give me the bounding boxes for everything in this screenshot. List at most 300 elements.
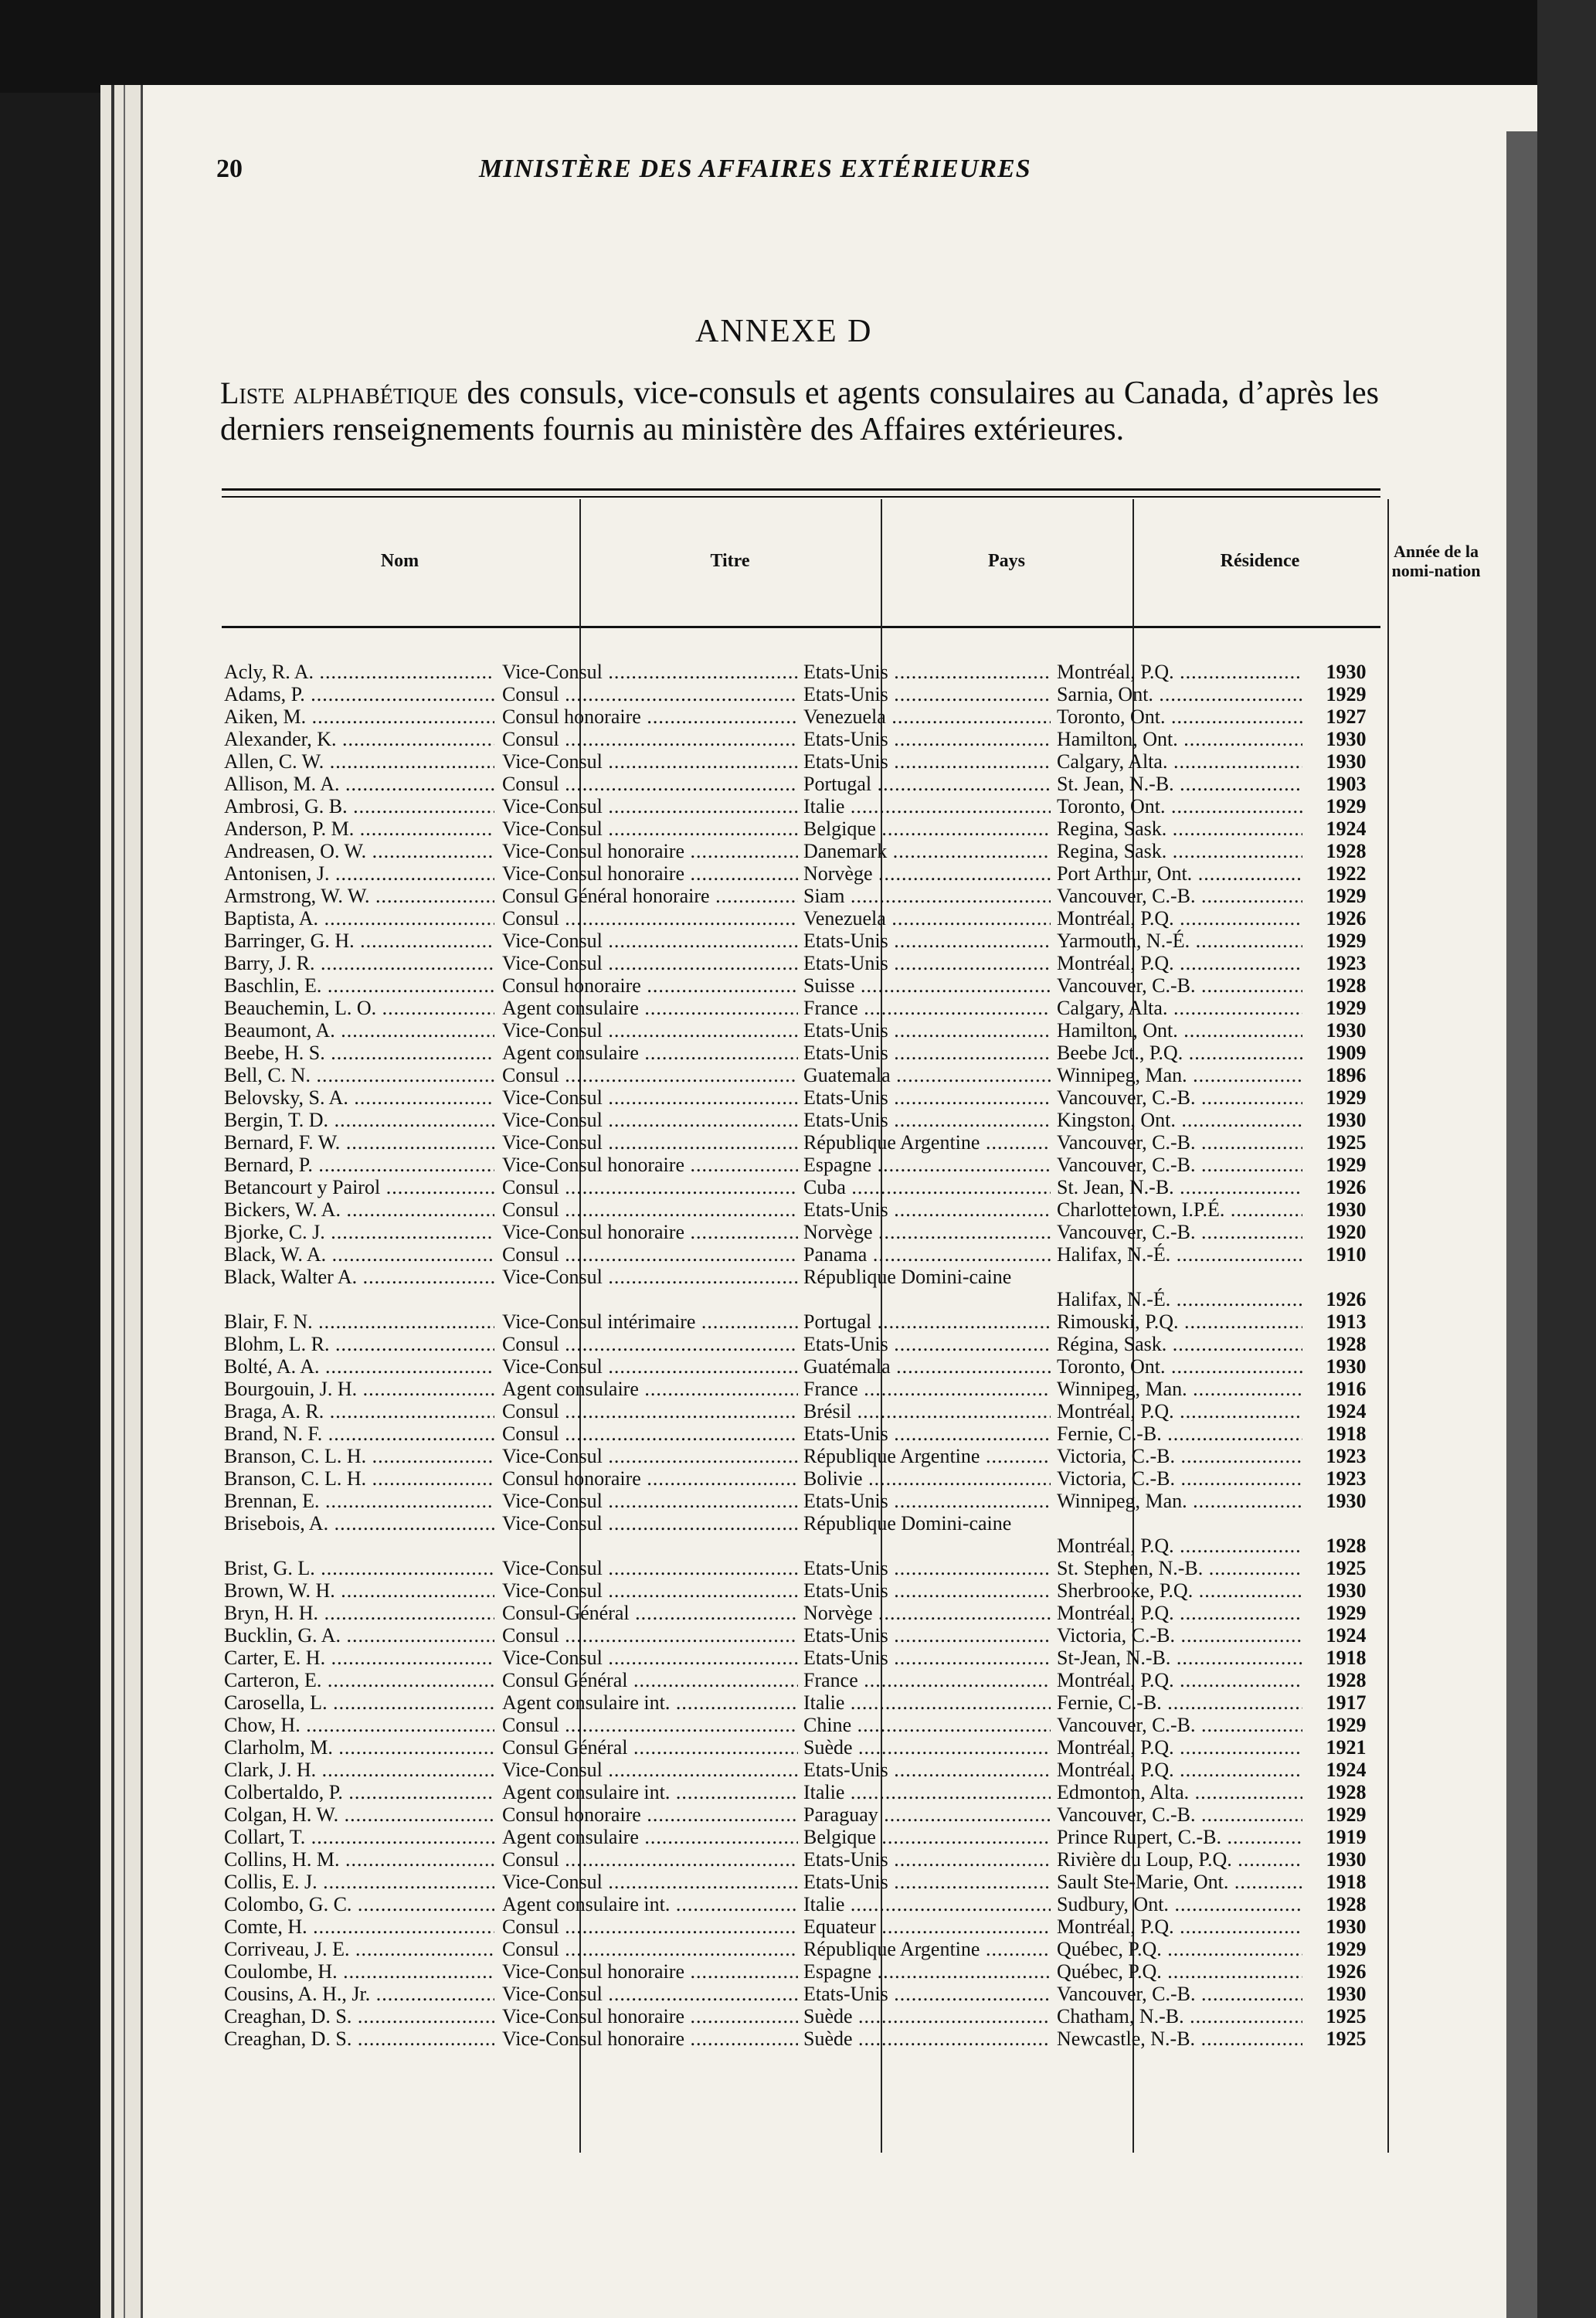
name-cell: Clark, J. H. ..... <box>224 1759 494 1782</box>
title-cell: Consul-Général ..... <box>502 1602 798 1625</box>
name-cell: Chow, H. ..... <box>224 1714 494 1737</box>
title-cell: Consul Général honoraire ..... <box>502 885 798 908</box>
year-cell: 1926 <box>1326 1176 1367 1198</box>
title-cell: Vice-Consul ..... <box>502 1019 798 1042</box>
name-cell: Blohm, L. R. ..... <box>224 1333 494 1356</box>
residence-cell: Port Arthur, Ont. ..... <box>1057 862 1302 885</box>
country-cell: Etats-Unis ..... <box>803 1042 1051 1065</box>
residence-cell: Régina, Sask. ..... <box>1057 1333 1302 1356</box>
name-cell: Bryn, H. H. ..... <box>224 1602 494 1625</box>
intro-paragraph <box>220 375 1379 448</box>
name-cell: Aiken, M. ..... <box>224 705 494 729</box>
name-cell: Cousins, A. H., Jr. ..... <box>224 1983 494 2006</box>
name-cell: Collis, E. J. ..... <box>224 1871 494 1894</box>
residence-cell: Montréal, P.Q. ..... <box>1057 1602 1302 1625</box>
year-cell: 1913 <box>1326 1310 1367 1333</box>
residence-cell: Montréal, P.Q. ..... <box>1057 1915 1302 1939</box>
country-cell: Etats-Unis ..... <box>803 1983 1051 2006</box>
residence-cell: Victoria, C.-B. ..... <box>1057 1624 1302 1647</box>
title-cell: Agent consulaire int. ..... <box>502 1893 798 1916</box>
name-cell: Anderson, P. M. ..... <box>224 817 494 841</box>
residence-cell: Montréal, P.Q. ..... <box>1057 1400 1302 1423</box>
country-cell: Italie ..... <box>803 795 1051 818</box>
name-cell: Armstrong, W. W. ..... <box>224 885 494 908</box>
name-cell: Colombo, G. C. ..... <box>224 1893 494 1916</box>
title-cell: Vice-Consul ..... <box>502 1647 798 1670</box>
country-cell: Danemark ..... <box>803 840 1051 863</box>
name-cell: Carosella, L. ..... <box>224 1691 494 1715</box>
country-cell: Suède ..... <box>803 2005 1051 2028</box>
title-cell: Consul ..... <box>502 1064 798 1087</box>
header-titre: Titre <box>710 550 750 571</box>
title-cell: Vice-Consul honoraire ..... <box>502 1154 798 1177</box>
country-cell: Equateur ..... <box>803 1915 1051 1939</box>
title-cell: Vice-Consul honoraire ..... <box>502 840 798 863</box>
residence-cell: Winnipeg, Man. ..... <box>1057 1490 1302 1513</box>
residence-cell: Newcastle, N.-B. ..... <box>1057 2027 1302 2051</box>
residence-cell: Sarnia, Ont. ..... <box>1057 683 1302 706</box>
year-cell: 1918 <box>1326 1871 1367 1893</box>
country-cell: Etats-Unis ..... <box>803 1557 1051 1580</box>
name-cell: Brand, N. F. ..... <box>224 1422 494 1446</box>
year-cell: 1923 <box>1326 1445 1367 1467</box>
residence-cell: Victoria, C.-B. ..... <box>1057 1467 1302 1490</box>
residence-cell: Regina, Sask. ..... <box>1057 817 1302 841</box>
name-cell: Bickers, W. A. ..... <box>224 1198 494 1222</box>
country-cell: France ..... <box>803 1669 1051 1692</box>
title-cell: Vice-Consul ..... <box>502 952 798 975</box>
title-cell: Agent consulaire int. ..... <box>502 1781 798 1804</box>
year-cell: 1930 <box>1326 750 1367 773</box>
title-cell: Consul ..... <box>502 1848 798 1871</box>
year-cell: 1919 <box>1326 1826 1367 1848</box>
country-cell: Portugal ..... <box>803 773 1051 796</box>
residence-cell: Charlottetown, I.P.É. ..... <box>1057 1198 1302 1222</box>
year-cell: 1910 <box>1326 1243 1367 1266</box>
title-cell: Consul ..... <box>502 1198 798 1222</box>
country-cell: Etats-Unis ..... <box>803 1109 1051 1132</box>
name-cell: Carter, E. H. ..... <box>224 1647 494 1670</box>
name-cell: Brennan, E. ..... <box>224 1490 494 1513</box>
year-cell: 1930 <box>1326 1983 1367 2005</box>
name-cell: Collart, T. ..... <box>224 1826 494 1849</box>
country-cell: Espagne ..... <box>803 1960 1051 1983</box>
country-cell: Belgique ..... <box>803 817 1051 841</box>
country-cell: Etats-Unis ..... <box>803 930 1051 953</box>
country-cell: Guatemala ..... <box>803 1064 1051 1087</box>
year-cell: 1930 <box>1326 728 1367 750</box>
title-cell: Vice-Consul ..... <box>502 661 798 684</box>
residence-cell: Fernie, C.-B. ..... <box>1057 1422 1302 1446</box>
residence-cell: Québec, P.Q. ..... <box>1057 1960 1302 1983</box>
name-cell: Colgan, H. W. ..... <box>224 1803 494 1827</box>
name-cell: Baschlin, E. ..... <box>224 974 494 998</box>
country-cell: Etats-Unis ..... <box>803 1422 1051 1446</box>
header-residence: Résidence <box>1220 550 1300 571</box>
year-cell: 1930 <box>1326 661 1367 683</box>
year-cell: 1917 <box>1326 1691 1367 1714</box>
country-cell: Etats-Unis ..... <box>803 1019 1051 1042</box>
country-cell: Italie ..... <box>803 1691 1051 1715</box>
residence-cell: Toronto, Ont. ..... <box>1057 1355 1302 1378</box>
year-cell: 1926 <box>1326 1288 1367 1310</box>
residence-cell: Kingston, Ont. ..... <box>1057 1109 1302 1132</box>
residence-cell: Vancouver, C.-B. ..... <box>1057 1131 1302 1154</box>
title-cell: Vice-Consul ..... <box>502 750 798 773</box>
name-cell: Beauchemin, L. O. ..... <box>224 997 494 1020</box>
residence-cell: Prince Rupert, C.-B. ..... <box>1057 1826 1302 1849</box>
year-cell: 1930 <box>1326 1915 1367 1938</box>
country-cell: Paraguay ..... <box>803 1803 1051 1827</box>
name-cell: Bjorke, C. J. ..... <box>224 1221 494 1244</box>
scan-border-right <box>1537 0 1596 2318</box>
year-cell: 1925 <box>1326 2005 1367 2027</box>
title-cell: Consul ..... <box>502 1176 798 1199</box>
title-cell: Consul ..... <box>502 1624 798 1647</box>
intro-lead: Liste alphabétique <box>220 376 458 410</box>
country-cell: Etats-Unis ..... <box>803 1848 1051 1871</box>
name-cell: Barry, J. R. ..... <box>224 952 494 975</box>
residence-cell: Beebe Jct., P.Q. ..... <box>1057 1042 1302 1065</box>
residence-cell: Toronto, Ont. ..... <box>1057 795 1302 818</box>
year-cell: 1928 <box>1326 1535 1367 1557</box>
country-cell: Etats-Unis ..... <box>803 750 1051 773</box>
year-cell: 1922 <box>1326 862 1367 885</box>
year-cell: 1930 <box>1326 1109 1367 1131</box>
name-cell: Bernard, F. W. ..... <box>224 1131 494 1154</box>
year-cell: 1929 <box>1326 885 1367 907</box>
year-cell: 1920 <box>1326 1221 1367 1243</box>
residence-cell: Winnipeg, Man. ..... <box>1057 1378 1302 1401</box>
residence-cell: Calgary, Alta. ..... <box>1057 750 1302 773</box>
name-cell: Black, W. A. ..... <box>224 1243 494 1266</box>
title-cell: Agent consulaire ..... <box>502 997 798 1020</box>
year-cell: 1929 <box>1326 795 1367 817</box>
year-cell: 1929 <box>1326 997 1367 1019</box>
residence-cell: Sault Ste-Marie, Ont. ..... <box>1057 1871 1302 1894</box>
year-cell: 1928 <box>1326 1781 1367 1803</box>
year-cell: 1930 <box>1326 1848 1367 1871</box>
title-cell: Vice-Consul honoraire ..... <box>502 1221 798 1244</box>
country-cell: Etats-Unis ..... <box>803 952 1051 975</box>
title-cell: Consul ..... <box>502 907 798 930</box>
name-cell: Alexander, K. ..... <box>224 728 494 751</box>
country-cell: Etats-Unis ..... <box>803 1198 1051 1222</box>
title-cell: Consul ..... <box>502 1938 798 1961</box>
residence-cell: Vancouver, C.-B. ..... <box>1057 1221 1302 1244</box>
residence-cell: Montréal, P.Q. ..... <box>1057 1535 1302 1558</box>
header-nom: Nom <box>380 550 419 571</box>
header-annee: Année de la nomi-nation <box>1391 542 1481 580</box>
year-cell: 1927 <box>1326 705 1367 728</box>
table-header-rule <box>222 626 1380 628</box>
title-cell: Agent consulaire ..... <box>502 1826 798 1849</box>
year-cell: 1926 <box>1326 907 1367 930</box>
country-cell: Portugal ..... <box>803 1310 1051 1334</box>
residence-cell: Vancouver, C.-B. ..... <box>1057 1803 1302 1827</box>
year-cell: 1918 <box>1326 1422 1367 1445</box>
year-cell: 1929 <box>1326 1938 1367 1960</box>
name-cell: Corriveau, J. E. ..... <box>224 1938 494 1961</box>
year-cell: 1896 <box>1326 1064 1367 1086</box>
year-cell: 1925 <box>1326 2027 1367 2050</box>
title-cell: Consul honoraire ..... <box>502 974 798 998</box>
title-cell: Vice-Consul ..... <box>502 1512 798 1535</box>
country-cell: Brésil ..... <box>803 1400 1051 1423</box>
title-cell: Vice-Consul ..... <box>502 1131 798 1154</box>
title-cell: Vice-Consul ..... <box>502 1086 798 1110</box>
page-binding <box>100 85 143 2318</box>
residence-cell: St. Jean, N.-B. ..... <box>1057 773 1302 796</box>
year-cell: 1909 <box>1326 1042 1367 1064</box>
country-cell: Suède ..... <box>803 1736 1051 1759</box>
country-cell: Suède ..... <box>803 2027 1051 2051</box>
residence-cell: Vancouver, C.-B. ..... <box>1057 974 1302 998</box>
country-cell: Norvège ..... <box>803 1221 1051 1244</box>
residence-cell: Chatham, N.-B. ..... <box>1057 2005 1302 2028</box>
name-cell: Creaghan, D. S. ..... <box>224 2027 494 2051</box>
country-cell: Etats-Unis ..... <box>803 1579 1051 1603</box>
title-cell: Vice-Consul honoraire ..... <box>502 2005 798 2028</box>
country-cell: République Argentine ..... <box>803 1445 1051 1468</box>
country-cell: Etats-Unis ..... <box>803 661 1051 684</box>
country-cell: Cuba ..... <box>803 1176 1051 1199</box>
residence-cell: Winnipeg, Man. ..... <box>1057 1064 1302 1087</box>
name-cell: Coulombe, H. ..... <box>224 1960 494 1983</box>
title-cell: Consul ..... <box>502 1714 798 1737</box>
table-top-rule <box>222 488 1380 491</box>
name-cell: Bolté, A. A. ..... <box>224 1355 494 1378</box>
title-cell: Vice-Consul ..... <box>502 1579 798 1603</box>
country-cell: République Argentine ..... <box>803 1938 1051 1961</box>
name-cell: Bernard, P. ..... <box>224 1154 494 1177</box>
residence-cell: St. Stephen, N.-B. ..... <box>1057 1557 1302 1580</box>
country-cell: Guatémala ..... <box>803 1355 1051 1378</box>
title-cell: Consul honoraire ..... <box>502 705 798 729</box>
name-cell: Acly, R. A. ..... <box>224 661 494 684</box>
residence-cell: Edmonton, Alta. ..... <box>1057 1781 1302 1804</box>
country-cell: Espagne ..... <box>803 1154 1051 1177</box>
name-cell: Black, Walter A. ..... <box>224 1266 494 1289</box>
name-cell: Comte, H. ..... <box>224 1915 494 1939</box>
residence-cell: Fernie, C.-B. ..... <box>1057 1691 1302 1715</box>
residence-cell: Montréal, P.Q. ..... <box>1057 952 1302 975</box>
name-cell: Bourgouin, J. H. ..... <box>224 1378 494 1401</box>
residence-cell: Toronto, Ont. ..... <box>1057 705 1302 729</box>
page-right-edge <box>1506 131 1537 2318</box>
name-cell: Belovsky, S. A. ..... <box>224 1086 494 1110</box>
residence-cell: Regina, Sask. ..... <box>1057 840 1302 863</box>
year-cell: 1928 <box>1326 974 1367 997</box>
year-cell: 1930 <box>1326 1019 1367 1042</box>
country-cell: Italie ..... <box>803 1781 1051 1804</box>
title-cell: Vice-Consul ..... <box>502 1557 798 1580</box>
year-cell: 1918 <box>1326 1647 1367 1669</box>
residence-cell: Calgary, Alta. ..... <box>1057 997 1302 1020</box>
year-cell: 1929 <box>1326 1803 1367 1826</box>
name-cell: Beaumont, A. ..... <box>224 1019 494 1042</box>
residence-cell: Sudbury, Ont. ..... <box>1057 1893 1302 1916</box>
name-cell: Allen, C. W. ..... <box>224 750 494 773</box>
column-divider <box>1387 499 1389 2153</box>
year-cell: 1926 <box>1326 1960 1367 1983</box>
name-cell: Barringer, G. H. ..... <box>224 930 494 953</box>
title-cell: Consul ..... <box>502 1915 798 1939</box>
name-cell: Ambrosi, G. B. ..... <box>224 795 494 818</box>
country-cell: République Argentine ..... <box>803 1131 1051 1154</box>
name-cell: Adams, P. ..... <box>224 683 494 706</box>
country-cell: Etats-Unis ..... <box>803 1624 1051 1647</box>
title-cell: Vice-Consul ..... <box>502 1871 798 1894</box>
table-top-rule-thin <box>222 496 1380 498</box>
name-cell: Creaghan, D. S. ..... <box>224 2005 494 2028</box>
year-cell: 1924 <box>1326 1400 1367 1422</box>
title-cell: Vice-Consul intérimaire ..... <box>502 1310 798 1334</box>
residence-cell: Rimouski, P.Q. ..... <box>1057 1310 1302 1334</box>
country-cell: Suisse ..... <box>803 974 1051 998</box>
country-cell: Panama ..... <box>803 1243 1051 1266</box>
name-cell: Collins, H. M. ..... <box>224 1848 494 1871</box>
year-cell: 1921 <box>1326 1736 1367 1759</box>
year-cell: 1928 <box>1326 1669 1367 1691</box>
title-cell: Consul ..... <box>502 1422 798 1446</box>
title-cell: Consul ..... <box>502 773 798 796</box>
country-cell: République Domini-caine <box>803 1512 1012 1535</box>
annex-title: ANNEXE D <box>695 314 873 349</box>
year-cell: 1925 <box>1326 1131 1367 1154</box>
year-cell: 1929 <box>1326 1086 1367 1109</box>
residence-cell: Vancouver, C.-B. ..... <box>1057 1154 1302 1177</box>
year-cell: 1903 <box>1326 773 1367 795</box>
residence-cell: Vancouver, C.-B. ..... <box>1057 1983 1302 2006</box>
name-cell: Clarholm, M. ..... <box>224 1736 494 1759</box>
country-cell: Etats-Unis ..... <box>803 728 1051 751</box>
residence-cell: Hamilton, Ont. ..... <box>1057 728 1302 751</box>
title-cell: Consul honoraire ..... <box>502 1467 798 1490</box>
title-cell: Vice-Consul ..... <box>502 1759 798 1782</box>
year-cell: 1929 <box>1326 683 1367 705</box>
year-cell: 1923 <box>1326 1467 1367 1490</box>
scan-border-top <box>0 0 1596 93</box>
title-cell: Vice-Consul ..... <box>502 1445 798 1468</box>
year-cell: 1928 <box>1326 840 1367 862</box>
country-cell: Etats-Unis ..... <box>803 1490 1051 1513</box>
residence-cell: St. Jean, N.-B. ..... <box>1057 1176 1302 1199</box>
name-cell: Branson, C. L. H. ..... <box>224 1445 494 1468</box>
title-cell: Vice-Consul ..... <box>502 930 798 953</box>
title-cell: Consul ..... <box>502 1400 798 1423</box>
title-cell: Consul Général ..... <box>502 1669 798 1692</box>
year-cell: 1930 <box>1326 1355 1367 1378</box>
title-cell: Agent consulaire int. ..... <box>502 1691 798 1715</box>
title-cell: Agent consulaire ..... <box>502 1378 798 1401</box>
residence-cell: Montréal, P.Q. ..... <box>1057 661 1302 684</box>
title-cell: Consul ..... <box>502 683 798 706</box>
year-cell: 1928 <box>1326 1893 1367 1915</box>
name-cell: Braga, A. R. ..... <box>224 1400 494 1423</box>
country-cell: Siam ..... <box>803 885 1051 908</box>
name-cell: Brown, W. H. ..... <box>224 1579 494 1603</box>
title-cell: Consul honoraire ..... <box>502 1803 798 1827</box>
name-cell: Beebe, H. S. ..... <box>224 1042 494 1065</box>
year-cell: 1930 <box>1326 1490 1367 1512</box>
country-cell: France ..... <box>803 997 1051 1020</box>
year-cell: 1924 <box>1326 1624 1367 1647</box>
year-cell: 1925 <box>1326 1557 1367 1579</box>
country-cell: France ..... <box>803 1378 1051 1401</box>
country-cell: République Domini-caine <box>803 1266 1012 1288</box>
year-cell: 1928 <box>1326 1333 1367 1355</box>
residence-cell: Montréal, P.Q. ..... <box>1057 1759 1302 1782</box>
residence-cell: Hamilton, Ont. ..... <box>1057 1019 1302 1042</box>
country-cell: Etats-Unis ..... <box>803 1647 1051 1670</box>
country-cell: Etats-Unis ..... <box>803 1333 1051 1356</box>
residence-cell: Québec, P.Q. ..... <box>1057 1938 1302 1961</box>
title-cell: Vice-Consul ..... <box>502 817 798 841</box>
header-pays: Pays <box>988 550 1025 571</box>
residence-cell: Vancouver, C.-B. ..... <box>1057 1714 1302 1737</box>
title-cell: Consul ..... <box>502 1333 798 1356</box>
year-cell: 1916 <box>1326 1378 1367 1400</box>
year-cell: 1929 <box>1326 930 1367 952</box>
residence-cell: Montréal, P.Q. ..... <box>1057 1669 1302 1692</box>
name-cell: Branson, C. L. H. ..... <box>224 1467 494 1490</box>
name-cell: Bell, C. N. ..... <box>224 1064 494 1087</box>
year-cell: 1924 <box>1326 1759 1367 1781</box>
country-cell: Etats-Unis ..... <box>803 1759 1051 1782</box>
residence-cell: Vancouver, C.-B. ..... <box>1057 885 1302 908</box>
residence-cell: St-Jean, N.-B. ..... <box>1057 1647 1302 1670</box>
year-cell: 1930 <box>1326 1198 1367 1221</box>
name-cell: Antonisen, J. ..... <box>224 862 494 885</box>
country-cell: Venezuela ..... <box>803 705 1051 729</box>
country-cell: Chine ..... <box>803 1714 1051 1737</box>
title-cell: Vice-Consul ..... <box>502 1266 798 1289</box>
title-cell: Consul ..... <box>502 1243 798 1266</box>
residence-cell: Montréal, P.Q. ..... <box>1057 1736 1302 1759</box>
residence-cell: Rivière du Loup, P.Q. ..... <box>1057 1848 1302 1871</box>
year-cell: 1929 <box>1326 1714 1367 1736</box>
name-cell: Allison, M. A. ..... <box>224 773 494 796</box>
title-cell: Vice-Consul ..... <box>502 1109 798 1132</box>
country-cell: Bolivie ..... <box>803 1467 1051 1490</box>
name-cell: Brist, G. L. ..... <box>224 1557 494 1580</box>
title-cell: Vice-Consul ..... <box>502 795 798 818</box>
residence-cell: Halifax, N.-É. ..... <box>1057 1243 1302 1266</box>
residence-cell: Halifax, N.-É. ..... <box>1057 1288 1302 1311</box>
country-cell: Norvège ..... <box>803 862 1051 885</box>
title-cell: Consul Général ..... <box>502 1736 798 1759</box>
country-cell: Etats-Unis ..... <box>803 683 1051 706</box>
running-title: MINISTÈRE DES AFFAIRES EXTÉRIEURES <box>479 155 1031 183</box>
residence-cell: Sherbrooke, P.Q. ..... <box>1057 1579 1302 1603</box>
name-cell: Baptista, A. ..... <box>224 907 494 930</box>
residence-cell: Victoria, C.-B. ..... <box>1057 1445 1302 1468</box>
year-cell: 1929 <box>1326 1154 1367 1176</box>
year-cell: 1923 <box>1326 952 1367 974</box>
name-cell: Brisebois, A. ..... <box>224 1512 494 1535</box>
title-cell: Vice-Consul honoraire ..... <box>502 2027 798 2051</box>
name-cell: Andreasen, O. W. ..... <box>224 840 494 863</box>
page-number: 20 <box>216 155 243 183</box>
name-cell: Bergin, T. D. ..... <box>224 1109 494 1132</box>
country-cell: Etats-Unis ..... <box>803 1871 1051 1894</box>
title-cell: Vice-Consul honoraire ..... <box>502 862 798 885</box>
title-cell: Vice-Consul honoraire ..... <box>502 1960 798 1983</box>
country-cell: Italie ..... <box>803 1893 1051 1916</box>
residence-cell: Vancouver, C.-B. ..... <box>1057 1086 1302 1110</box>
title-cell: Consul ..... <box>502 728 798 751</box>
